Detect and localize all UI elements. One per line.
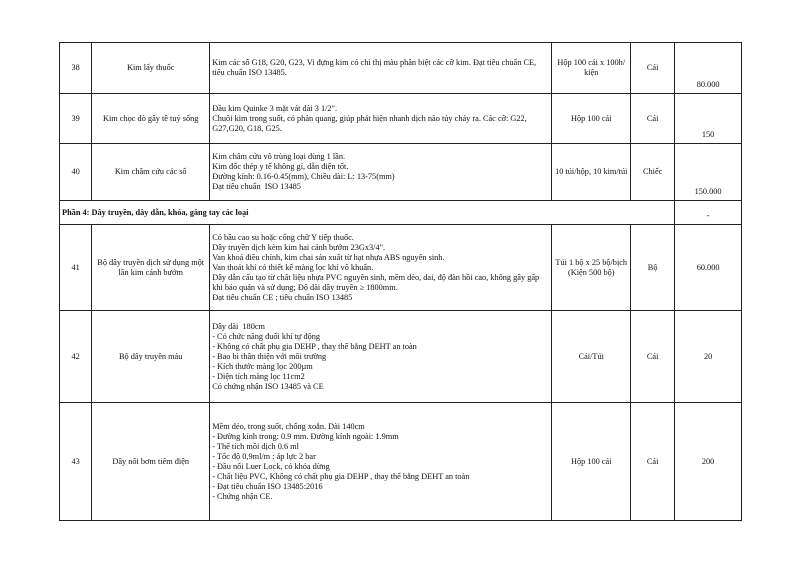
description-line: Đạt tiêu chuẩn ISO 13485 <box>212 182 301 191</box>
description-line: Mềm dẻo, trong suốt, chống xoắn. Dài 140cm <box>212 421 365 431</box>
description-line: - Đạt tiêu chuẩn ISO 13485:2016 <box>212 481 323 491</box>
description-line: Dây truyền dịch kèm kim hai cánh bướm 23Gx3/4". <box>212 242 386 252</box>
row-number: 42 <box>60 311 92 403</box>
packaging: Túi 1 bộ x 25 bộ/bịch (Kiện 500 bộ) <box>552 225 631 311</box>
description-line: - Chứng nhận CE. <box>212 491 273 501</box>
row-number: 40 <box>60 144 92 201</box>
description-line: Kim đốc thép y tế không gỉ, dẫn điện tốt. <box>212 162 349 171</box>
table-row <box>60 144 742 201</box>
description-line: - Đường kính trong: 0.9 mm. Đường kính ngoài: 1.9mm <box>212 431 399 441</box>
product-description <box>210 43 552 94</box>
description-line: - Không có chất phụ gia DEHP , thay thế bằng DEHT an toàn <box>212 341 417 351</box>
description-line: - Thể tích mồi dịch 0.6 ml <box>212 441 299 451</box>
unit: Cái <box>631 403 675 521</box>
description-line: Chuôi kim trong suốt, có phản quang, giúp phát hiện nhanh dịch não tủy chảy ra. Các cỡ: G22, G27,G20, G18, G25. <box>212 113 529 133</box>
section-title: Phần 4: Dây truyền, dây dẫn, khóa, găng tay các loại <box>60 201 675 225</box>
description-line: Kim châm cứu vô trùng loại dùng 1 lần. <box>212 152 346 161</box>
product-description <box>210 144 552 201</box>
row-number: 39 <box>60 94 92 144</box>
product-name: Kim châm cứu các số <box>92 144 210 201</box>
description-line: - Bao bì thân thiện với môi trường <box>212 351 327 361</box>
product-description <box>210 94 552 144</box>
description-line: Đạt tiêu chuẩn CE ; tiêu chuẩn ISO 13485 <box>212 292 353 302</box>
price: 200 <box>675 403 742 521</box>
product-name: Bộ dây truyền dịch sử dụng một lần kim cánh bướm <box>92 225 210 311</box>
description-line: - Diện tích màng lọc 11cm2 <box>212 371 305 381</box>
description-line: Dây dẫn cấu tạo từ chất liệu nhựa PVC nguyên sinh, mềm dẻo, dai, độ đàn hồi cao, không gây gấp khi bảo quản và sử dụng; Độ dài dây truyền ≥ 1800mm. <box>212 272 542 292</box>
product-name: Kim chọc dò gây tê tuỷ sống <box>92 94 210 144</box>
unit: Chiếc <box>631 144 675 201</box>
product-name: Dây nối bơm tiêm điện <box>92 403 210 521</box>
packaging: Hộp 100 cái <box>552 94 631 144</box>
table-row <box>60 311 742 403</box>
product-name: Bộ dây truyền máu <box>92 311 210 403</box>
packaging: Hộp 100 cái <box>552 403 631 521</box>
product-description <box>210 311 552 403</box>
product-description <box>210 225 552 311</box>
price: 60.000 <box>675 225 742 311</box>
description-line: Có bầu cao su hoặc cổng chữ Y tiếp thuốc. <box>212 232 354 242</box>
description-line: - Có chức năng đuổi khí tự động <box>212 331 321 341</box>
row-number: 43 <box>60 403 92 521</box>
packaging: Cái/Túi <box>552 311 631 403</box>
packaging: 10 túi/hộp, 10 kim/túi <box>552 144 631 201</box>
section-price: - <box>675 201 742 225</box>
description-line: - Đầu nối Luer Lock, có khóa dừng <box>212 461 330 471</box>
description-line: Đường kính: 0.16-0.45(mm), Chiều dài: L: 13-75(mm) <box>212 172 395 181</box>
description-line: - Tốc độ 0,9ml/m : áp lực 2 bar <box>212 451 316 461</box>
price: 80.000 <box>675 43 742 94</box>
price: 20 <box>675 311 742 403</box>
unit: Bộ <box>631 225 675 311</box>
product-name: Kim lấy thuốc <box>92 43 210 94</box>
table-row <box>60 403 742 521</box>
packaging: Hộp 100 cái x 100h/ kiện <box>552 43 631 94</box>
unit: Cái <box>631 43 675 94</box>
row-number: 41 <box>60 225 92 311</box>
description-line: Van thoát khí có thiết kế màng lọc khí vô khuẩn. <box>212 262 374 272</box>
description-line: Đầu kim Quinke 3 mặt vát dài 3 1/2". <box>212 103 338 113</box>
section-row <box>60 201 742 225</box>
table-row <box>60 225 742 311</box>
description-line: - Kích thước màng lọc 200µm <box>212 361 313 371</box>
price: 150 <box>675 94 742 144</box>
table-row <box>60 94 742 144</box>
row-number: 38 <box>60 43 92 94</box>
description-line: Có chứng nhận ISO 13485 và CE <box>212 381 324 391</box>
product-description <box>210 403 552 521</box>
description-line: Kim các số G18, G20, G23, Vi đựng kim có chỉ thị màu phân biệt các cỡ kim. Đạt tiêu chuẩn CE, tiêu chuẩn ISO 13485. <box>212 58 539 77</box>
description-line: Van khoá điều chỉnh, kim chai sản xuất từ hạt nhựa ABS nguyên sinh. <box>212 252 445 262</box>
unit: Cái <box>631 94 675 144</box>
product-spec-table <box>59 42 742 521</box>
description-line: - Chất liệu PVC, Không có chất phụ gia DEHP , thay thế bằng DEHT an toàn <box>212 471 470 481</box>
price: 150.000 <box>675 144 742 201</box>
description-line: Dây dài 180cm <box>212 321 265 331</box>
unit: Cái <box>631 311 675 403</box>
table-row <box>60 43 742 94</box>
